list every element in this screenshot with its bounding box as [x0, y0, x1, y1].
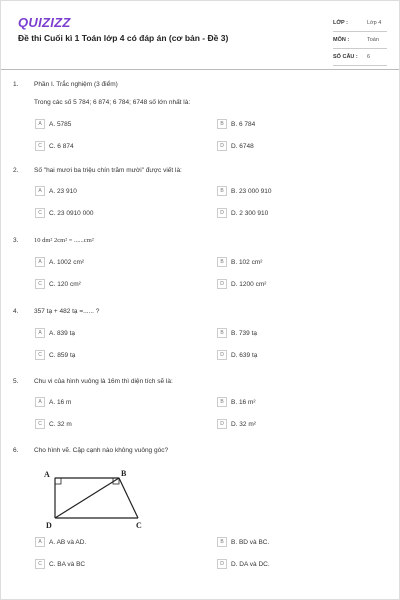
- option-text: D. 1200 cm²: [231, 280, 267, 288]
- option-c[interactable]: [35, 419, 72, 429]
- option-text: B. 739 tạ: [231, 329, 258, 337]
- option-letter-badge: A: [35, 328, 45, 338]
- question-subtext: Trong các số 5 784; 6 874; 6 784; 6748 số lớn nhất là:: [34, 99, 191, 106]
- edge-bc: [119, 478, 138, 518]
- option-text: A. 23 910: [49, 187, 77, 195]
- question-number: 4.: [13, 308, 19, 315]
- option-c[interactable]: [35, 141, 74, 151]
- option-b[interactable]: [217, 537, 269, 547]
- option-letter-badge: D: [217, 208, 227, 218]
- option-text: B. 23 000 910: [231, 187, 272, 195]
- meta-row-class: [333, 15, 387, 32]
- option-c[interactable]: [35, 279, 81, 289]
- option-text: D. 2 300 910: [231, 209, 269, 217]
- option-text: C. 32 m: [49, 420, 72, 428]
- option-text: D. 6748: [231, 142, 254, 150]
- trapezoid-figure: [41, 469, 151, 531]
- meta-value: 6: [367, 54, 371, 60]
- question-number: 5.: [13, 378, 19, 385]
- option-text: C. 23 0910 000: [49, 209, 94, 217]
- option-a[interactable]: [35, 397, 71, 407]
- option-text: C. 6 874: [49, 142, 74, 150]
- option-c[interactable]: [35, 559, 85, 569]
- header-divider: [1, 69, 399, 70]
- option-a[interactable]: [35, 119, 71, 129]
- option-text: A. 839 tạ: [49, 329, 76, 337]
- option-letter-badge: D: [217, 559, 227, 569]
- option-letter-badge: D: [217, 279, 227, 289]
- option-letter-badge: C: [35, 279, 45, 289]
- option-letter-badge: A: [35, 397, 45, 407]
- right-angle-mark-a: [55, 478, 61, 484]
- option-text: A. 5785: [49, 120, 72, 128]
- option-letter-badge: C: [35, 141, 45, 151]
- option-text: A. 1002 cm²: [49, 258, 85, 266]
- option-text: C. BA và BC: [49, 560, 86, 568]
- option-b[interactable]: [217, 119, 255, 129]
- option-a[interactable]: [35, 257, 84, 267]
- option-d[interactable]: [217, 419, 256, 429]
- option-c[interactable]: [35, 350, 75, 360]
- question-text: Phần I. Trắc nghiệm (3 điểm): [34, 81, 118, 88]
- option-letter-badge: C: [35, 208, 45, 218]
- option-text: B. BD và BC.: [231, 538, 270, 546]
- option-letter-badge: B: [217, 186, 227, 196]
- option-letter-badge: A: [35, 537, 45, 547]
- question-text: Cho hình vẽ. Cặp cạnh nào không vuông góc?: [34, 447, 169, 454]
- option-text: A. 16 m: [49, 398, 72, 406]
- option-letter-badge: B: [217, 537, 227, 547]
- question-text: 357 tạ + 482 tạ =...... ?: [34, 308, 100, 315]
- meta-value: Toán: [367, 37, 379, 43]
- option-letter-badge: D: [217, 141, 227, 151]
- option-b[interactable]: [217, 257, 262, 267]
- option-c[interactable]: [35, 208, 93, 218]
- option-b[interactable]: [217, 397, 256, 407]
- option-letter-badge: C: [35, 350, 45, 360]
- question-text: Số "hai mươi ba triệu chín trăm mười" được viết là:: [34, 167, 182, 174]
- meta-row-count: [333, 49, 387, 66]
- question-text: 10 dm² 2cm² = ......cm²: [34, 237, 94, 244]
- worksheet-header: [1, 1, 399, 63]
- option-letter-badge: D: [217, 350, 227, 360]
- option-text: B. 16 m²: [231, 398, 256, 406]
- page-title: Đề thi Cuối kì 1 Toán lớp 4 có đáp án (cơ bản - Đề 3): [18, 33, 229, 43]
- option-letter-badge: B: [217, 397, 227, 407]
- option-letter-badge: C: [35, 559, 45, 569]
- option-text: B. 6 784: [231, 120, 256, 128]
- meta-value: Lớp 4: [367, 20, 382, 26]
- option-text: D. DA và DC.: [231, 560, 270, 568]
- question-number: 2.: [13, 167, 19, 174]
- option-d[interactable]: [217, 279, 266, 289]
- option-d[interactable]: [217, 559, 270, 569]
- question-number: 1.: [13, 81, 19, 88]
- option-letter-badge: B: [217, 119, 227, 129]
- option-text: D. 32 m²: [231, 420, 256, 428]
- option-letter-badge: A: [35, 257, 45, 267]
- option-text: A. AB và AD.: [49, 538, 87, 546]
- option-b[interactable]: [217, 186, 271, 196]
- option-text: D. 639 tạ: [231, 351, 258, 359]
- vertex-label-c: C: [136, 521, 142, 530]
- meta-row-subject: [333, 32, 387, 49]
- meta-key: SỐ CÂU :: [333, 54, 358, 60]
- meta-table: [333, 15, 387, 66]
- option-d[interactable]: [217, 350, 257, 360]
- option-text: C. 120 cm²: [49, 280, 81, 288]
- question-number: 3.: [13, 237, 19, 244]
- quizizz-logo: QUIZIZZ: [18, 15, 71, 30]
- option-b[interactable]: [217, 328, 257, 338]
- vertex-label-b: B: [121, 469, 127, 478]
- option-letter-badge: D: [217, 419, 227, 429]
- meta-key: MÔN :: [333, 37, 350, 43]
- option-a[interactable]: [35, 328, 75, 338]
- option-d[interactable]: [217, 141, 254, 151]
- vertex-label-d: D: [46, 521, 52, 530]
- option-letter-badge: C: [35, 419, 45, 429]
- option-d[interactable]: [217, 208, 268, 218]
- option-letter-badge: A: [35, 186, 45, 196]
- meta-key: LỚP :: [333, 20, 348, 26]
- option-letter-badge: B: [217, 257, 227, 267]
- option-letter-badge: A: [35, 119, 45, 129]
- option-text: B. 102 cm²: [231, 258, 263, 266]
- diagonal-bd: [55, 478, 119, 518]
- question-text: Chu vi của hình vuông là 16m thì diện tích sẽ là:: [34, 378, 173, 385]
- option-text: C. 859 tạ: [49, 351, 76, 359]
- option-a[interactable]: [35, 537, 86, 547]
- question-number: 6.: [13, 447, 19, 454]
- option-letter-badge: B: [217, 328, 227, 338]
- option-a[interactable]: [35, 186, 77, 196]
- vertex-label-a: A: [44, 470, 50, 479]
